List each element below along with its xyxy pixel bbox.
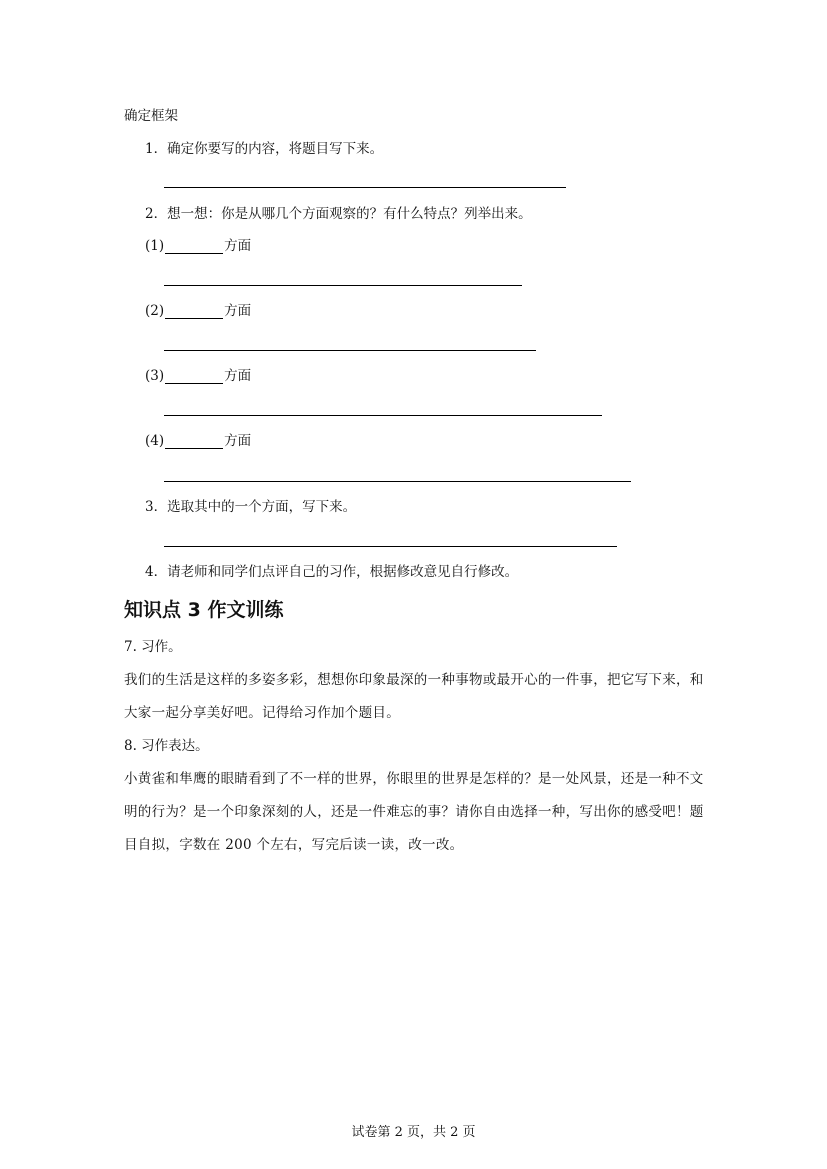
exercise-7-label: 7. 习作。 — [124, 639, 182, 655]
aspect-number: (1) — [145, 238, 165, 254]
answer-line-aspect-1[interactable] — [164, 285, 522, 286]
aspect-item-1 — [145, 238, 251, 254]
exercise-7-text: 我们的生活是这样的多姿多彩，想想你印象最深的一种事物或最开心的一件事，把它写下来，和大家一起分享美好吧。记得给习作加个题目。 — [124, 672, 704, 721]
aspect-item-3 — [145, 368, 251, 384]
aspect-blank[interactable] — [165, 304, 223, 319]
question-4: 4．请老师和同学们点评自己的习作，根据修改意见自行修改。 — [145, 564, 519, 580]
aspect-item-2 — [145, 303, 251, 319]
answer-line-aspect-4[interactable] — [164, 481, 631, 482]
aspect-number: (3) — [145, 368, 165, 384]
question-2: 2．想一想：你是从哪几个方面观察的？有什么特点？列举出来。 — [145, 206, 532, 222]
aspect-blank[interactable] — [165, 369, 223, 384]
exercise-8-label: 8. 习作表达。 — [124, 738, 209, 754]
answer-line-1[interactable] — [164, 187, 566, 188]
aspect-blank[interactable] — [165, 239, 223, 254]
answer-line-aspect-3[interactable] — [164, 415, 602, 416]
exercise-8-text: 小黄雀和隼鹰的眼睛看到了不一样的世界，你眼里的世界是怎样的？是一处风景，还是一种不文明的行为？是一个印象深刻的人，还是一件难忘的事？请你自由选择一种，写出你的感受吧！题目自拟，字数在 200 个左右，写完后读一读，改一改。 — [124, 771, 704, 853]
aspect-item-4 — [145, 433, 251, 449]
page-footer: 试卷第 2 页，共 2 页 — [351, 1125, 476, 1140]
aspect-number: (2) — [145, 303, 165, 319]
question-1: 1．确定你要写的内容，将题目写下来。 — [145, 141, 384, 157]
aspect-suffix: 方面 — [224, 238, 252, 254]
answer-line-3[interactable] — [164, 546, 617, 547]
aspect-blank[interactable] — [165, 434, 223, 449]
answer-line-aspect-2[interactable] — [164, 350, 536, 351]
aspect-suffix: 方面 — [224, 433, 252, 449]
aspect-number: (4) — [145, 433, 165, 449]
section-title: 确定框架 — [124, 108, 178, 124]
question-3: 3．选取其中的一个方面，写下来。 — [145, 499, 357, 515]
aspect-suffix: 方面 — [224, 303, 252, 319]
aspect-suffix: 方面 — [224, 368, 252, 384]
section-heading: 知识点 3 作文训练 — [124, 599, 284, 621]
